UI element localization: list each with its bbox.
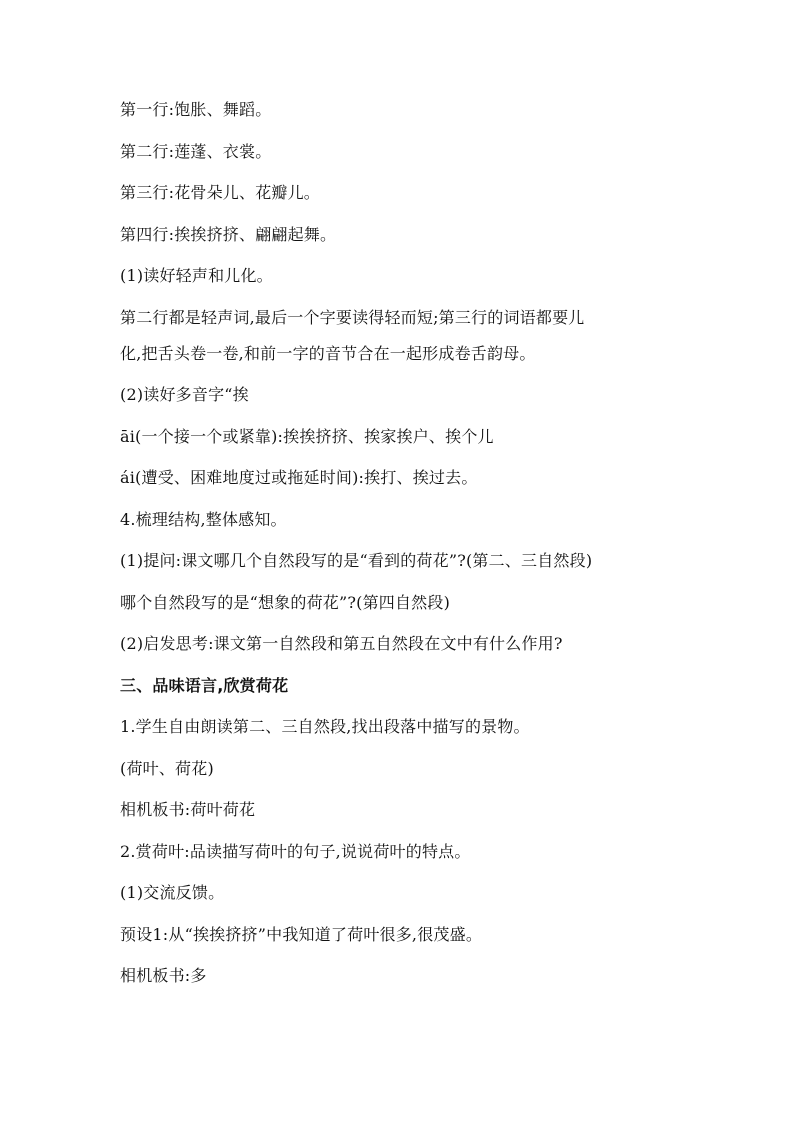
text-line: 1.学生自由朗读第二、三自然段,找出段落中描写的景物。 xyxy=(120,717,530,736)
section-heading: 三、品味语言,欣赏荷花 xyxy=(120,675,289,695)
document-page xyxy=(120,100,680,1008)
text-line: 第二行:莲蓬、衣裳。 xyxy=(120,141,272,161)
text-line: 相机板书:多 xyxy=(120,966,207,985)
text-line: (2)启发思考:课文第一自然段和第五自然段在文中有什么作用? xyxy=(120,634,563,653)
text-line: ái(遭受、困难地度过或拖延时间):挨打、挨过去。 xyxy=(120,468,478,487)
text-line: (1)交流反馈。 xyxy=(120,883,225,902)
text-line: 第三行:花骨朵儿、花瓣儿。 xyxy=(120,183,320,202)
text-line: 第四行:挨挨挤挤、翩翩起舞。 xyxy=(120,224,337,244)
text-line: 第一行:饱胀、舞蹈。 xyxy=(120,100,272,119)
text-line: 2.赏荷叶:品读描写荷叶的句子,说说荷叶的特点。 xyxy=(120,841,471,861)
text-line: (2)读好多音字“挨 xyxy=(120,385,249,404)
text-line: 第二行都是轻声词,最后一个字要读得轻而短;第三行的词语都要儿 xyxy=(120,307,585,327)
text-line: 哪个自然段写的是“想象的荷花”?(第四自然段) xyxy=(120,592,451,612)
text-line: 化,把舌头卷一卷,和前一字的音节合在一起形成卷舌韵母。 xyxy=(120,343,536,363)
text-line: (1)读好轻声和儿化。 xyxy=(120,266,273,285)
text-line: (荷叶、荷花) xyxy=(120,758,214,778)
text-line: 4.梳理结构,整体感知。 xyxy=(120,509,287,529)
text-line: āi(一个接一个或紧靠):挨挨挤挤、挨家挨户、挨个儿 xyxy=(120,426,494,446)
text-line: (1)提问:课文哪几个自然段写的是“看到的荷花”?(第二、三自然段) xyxy=(120,551,593,570)
text-line: 相机板书:荷叶荷花 xyxy=(120,800,256,819)
text-line: 预设1:从“挨挨挤挤”中我知道了荷叶很多,很茂盛。 xyxy=(120,924,483,944)
